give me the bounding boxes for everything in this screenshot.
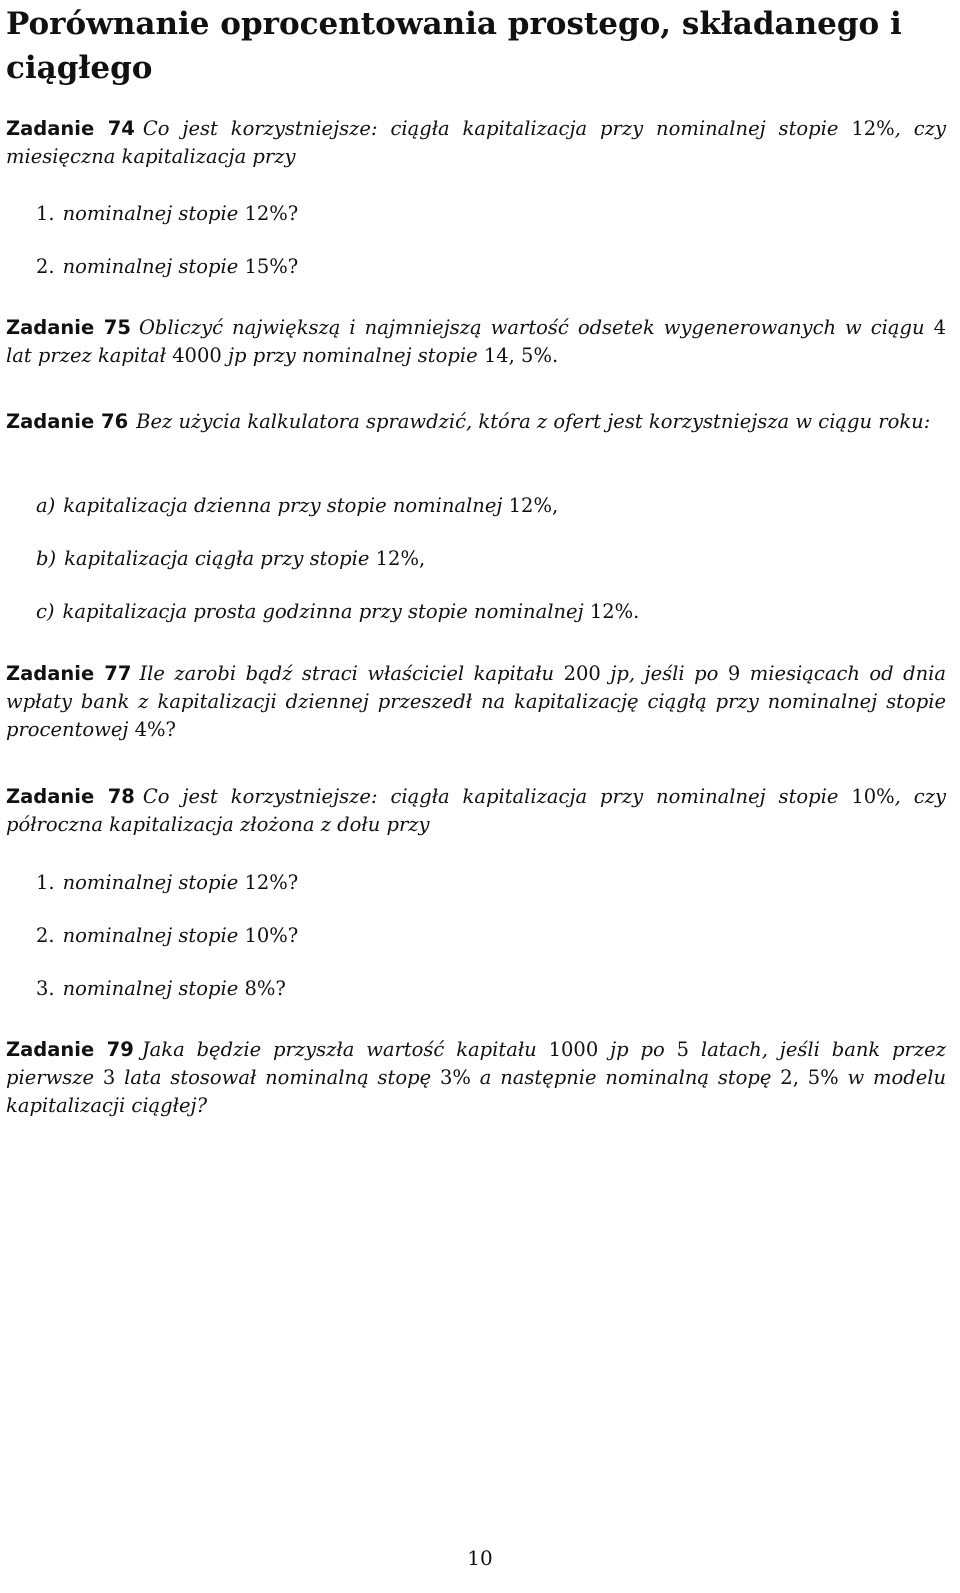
problem-label: Zadanie 75 — [6, 316, 131, 339]
problem-statement-cont: , czy miesięczna kapitalizacja przy — [6, 117, 946, 168]
problem-78: Zadanie 78 Co jest korzystniejsze: ciągła kapitalizacja przy nominalnej stopie 10%, czy półroczna kapitalizacja złożona z dołu przy — [6, 785, 946, 836]
problem-label: Zadanie 78 — [6, 785, 135, 808]
list-item: 2. nominalnej stopie 10%? — [36, 924, 299, 947]
problem-label: Zadanie 74 — [6, 117, 135, 140]
problem-75: Zadanie 75 Obliczyć największą i najmniejszą wartość odsetek wygenerowanych w ciągu 4 lat przez kapitał 4000 jp przy nominalnej stopie 14, 5%. — [6, 316, 947, 367]
page-number: 10 — [467, 1546, 493, 1570]
problem-statement: Co jest korzystniejsze: ciągła kapitalizacja przy nominalnej stopie — [142, 117, 839, 140]
problem-label: Zadanie 76 — [6, 410, 129, 433]
problem-74 — [6, 115, 946, 171]
problem-79: Zadanie 79 Jaka będzie przyszła wartość kapitału 1000 jp po 5 latach, jeśli bank przez pierwsze 3 lata stosował nominalną stopę 3% a następnie nominalną stopę 2, 5% w modelu kapitalizacji ciągłej? — [6, 1038, 947, 1117]
section-title: Porównanie oprocentowania prostego, składanego i ciągłego — [6, 6, 902, 86]
problem-76: Zadanie 76 Bez użycia kalkulatora sprawdzić, która z ofert jest korzystniejsza w ciągu roku: — [6, 410, 931, 433]
list-item: 2. nominalnej stopie 15%? — [36, 255, 299, 278]
problem-label: Zadanie 77 — [6, 662, 132, 685]
list-item: a) kapitalizacja dzienna przy stopie nominalnej 12%, — [36, 494, 559, 517]
problem-label: Zadanie 79 — [6, 1038, 134, 1061]
list-item: c) kapitalizacja prosta godzinna przy stopie nominalnej 12%. — [36, 600, 640, 623]
list-item: 1. nominalnej stopie 12%? — [36, 202, 299, 225]
list-item: 3. nominalnej stopie 8%? — [36, 977, 286, 1000]
rate-value: 12% — [851, 117, 895, 140]
list-item: 1. nominalnej stopie 12%? — [36, 871, 299, 894]
problem-77: Zadanie 77 Ile zarobi bądź straci właściciel kapitału 200 jp, jeśli po 9 miesiącach od dnia wpłaty bank z kapitalizacji dziennej przeszedł na kapitalizację ciągłą przy nominalnej stopie procentowej 4%? — [6, 662, 947, 741]
list-item: b) kapitalizacja ciągła przy stopie 12%, — [36, 547, 426, 570]
